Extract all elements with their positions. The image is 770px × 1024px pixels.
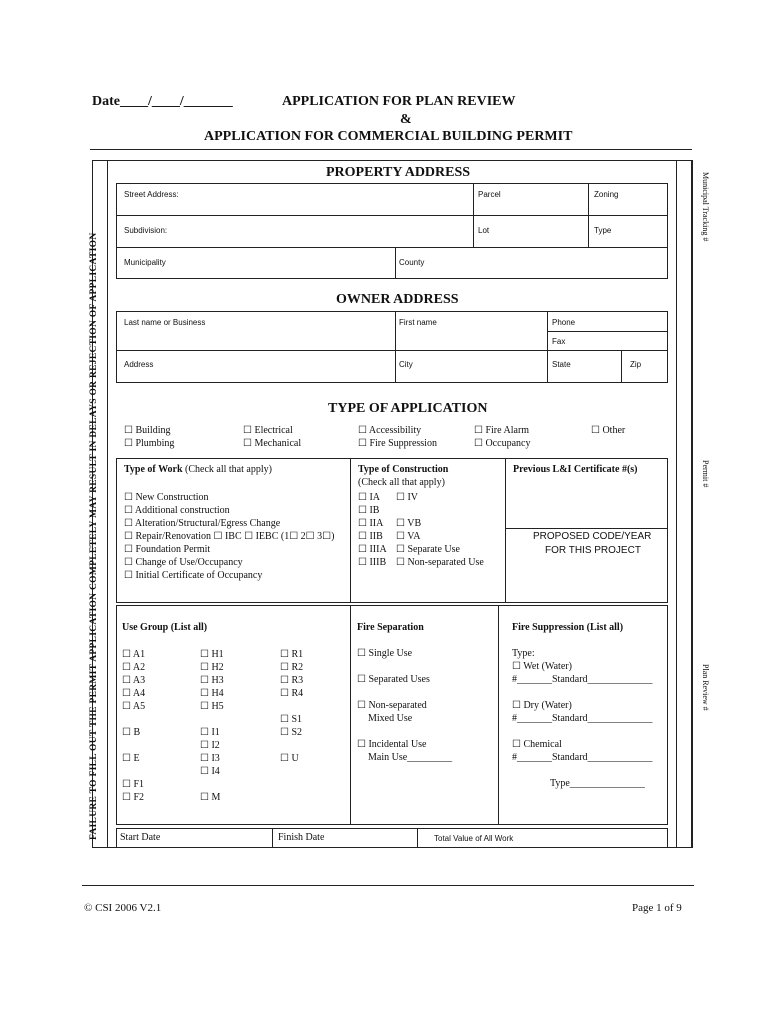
use-s1[interactable]: ☐ S1 bbox=[280, 714, 303, 725]
use-h3[interactable]: ☐ H3 bbox=[200, 675, 224, 686]
wet-water-checkbox[interactable]: ☐ Wet (Water) bbox=[512, 661, 572, 672]
use-group-col-divider bbox=[350, 605, 351, 825]
type-field[interactable]: Type bbox=[594, 226, 612, 235]
copyright: © CSI 2006 V2.1 bbox=[84, 902, 162, 914]
fire-alarm-checkbox[interactable]: ☐ Fire Alarm bbox=[474, 425, 530, 436]
right-tracking-column bbox=[692, 160, 693, 848]
work-alteration[interactable]: ☐ Alteration/Structural/Egress Change bbox=[124, 518, 281, 529]
proposed-code-line1: PROPOSED CODE/YEAR bbox=[533, 531, 652, 542]
use-group-col2 bbox=[200, 648, 224, 804]
type-of-construction-heading: Type of Construction bbox=[358, 464, 449, 475]
fire-suppression-checkbox[interactable]: ☐ Fire Suppression bbox=[358, 438, 437, 449]
use-h4[interactable]: ☐ H4 bbox=[200, 688, 224, 699]
plumbing-checkbox[interactable]: ☐ Plumbing bbox=[124, 438, 175, 449]
use-a4[interactable]: ☐ A4 bbox=[122, 688, 146, 699]
occupancy-checkbox[interactable]: ☐ Occupancy bbox=[474, 438, 531, 449]
use-group-heading: Use Group (List all) bbox=[122, 622, 208, 633]
use-r4[interactable]: ☐ R4 bbox=[280, 688, 304, 699]
chemical-standard-field[interactable]: #_______Standard_____________ bbox=[512, 752, 653, 763]
construction-vb[interactable]: ☐ VB bbox=[396, 518, 422, 529]
footer-rule bbox=[82, 885, 694, 886]
zoning-field[interactable]: Zoning bbox=[594, 190, 619, 199]
work-new-construction[interactable]: ☐ New Construction bbox=[124, 492, 209, 503]
plan-review-number-label: Plan Review # bbox=[701, 664, 710, 711]
use-h1[interactable]: ☐ H1 bbox=[200, 649, 224, 660]
use-h2[interactable]: ☐ H2 bbox=[200, 662, 224, 673]
accessibility-checkbox[interactable]: ☐ Accessibility bbox=[358, 425, 422, 436]
proposed-code-line2: FOR THIS PROJECT bbox=[545, 545, 641, 556]
failure-warning-text: FAILURE TO FILL OUT THE PERMIT APPLICATION COMPLETELY MAY RESULT IN DELAYS OR REJECTION OF APPLICATION bbox=[89, 232, 99, 840]
page-number: Page 1 of 9 bbox=[632, 902, 682, 914]
use-r1[interactable]: ☐ R1 bbox=[280, 649, 304, 660]
state-field[interactable]: State bbox=[552, 360, 571, 369]
dates-table bbox=[116, 828, 668, 848]
use-gap2 bbox=[122, 739, 145, 752]
fire-suppression-heading: Fire Suppression (List all) bbox=[512, 622, 624, 633]
construction-iiib[interactable]: ☐ IIIB bbox=[358, 557, 387, 568]
use-i3[interactable]: ☐ I3 bbox=[200, 753, 220, 764]
use-u[interactable]: ☐ U bbox=[280, 753, 299, 764]
use-a3[interactable]: ☐ A3 bbox=[122, 675, 146, 686]
property-col-county bbox=[395, 247, 396, 279]
left-side-divider bbox=[107, 160, 108, 848]
phone-field[interactable]: Phone bbox=[552, 318, 576, 327]
construction-va[interactable]: ☐ VA bbox=[396, 531, 421, 542]
chemical-checkbox[interactable]: ☐ Chemical bbox=[512, 739, 562, 750]
use-e[interactable]: ☐ E bbox=[122, 753, 140, 764]
type-of-work-heading bbox=[124, 464, 272, 475]
single-use-checkbox[interactable]: ☐ Single Use bbox=[357, 648, 413, 659]
use-gap6 bbox=[280, 700, 303, 713]
type-of-work-title: Type of Work bbox=[124, 464, 183, 475]
title-commercial-permit: APPLICATION FOR COMMERCIAL BUILDING PERMIT bbox=[204, 129, 573, 144]
construction-iib[interactable]: ☐ IIB bbox=[358, 531, 383, 542]
type-of-work-note: (Check all that apply) bbox=[182, 464, 272, 475]
construction-col1 bbox=[358, 491, 387, 569]
fire-separation-heading: Fire Separation bbox=[357, 622, 424, 633]
start-date-field[interactable]: Start Date bbox=[120, 832, 161, 843]
use-i4[interactable]: ☐ I4 bbox=[200, 766, 220, 777]
property-row-divider-2 bbox=[116, 247, 668, 248]
separated-uses-checkbox[interactable]: ☐ Separated Uses bbox=[357, 674, 430, 685]
subdivision-field[interactable]: Subdivision: bbox=[124, 226, 168, 235]
use-a2[interactable]: ☐ A2 bbox=[122, 662, 146, 673]
use-r2[interactable]: ☐ R2 bbox=[280, 662, 304, 673]
non-separated-mixed-use: Mixed Use bbox=[368, 713, 413, 724]
use-a1[interactable]: ☐ A1 bbox=[122, 649, 146, 660]
city-field[interactable]: City bbox=[399, 360, 413, 369]
municipal-tracking-label: Municipal Tracking # bbox=[701, 172, 710, 242]
property-col-parcel bbox=[473, 183, 474, 247]
construction-blank bbox=[396, 504, 484, 517]
work-foundation-permit[interactable]: ☐ Foundation Permit bbox=[124, 544, 211, 555]
use-gap1 bbox=[122, 713, 145, 726]
use-gap5 bbox=[200, 778, 224, 791]
non-separated-checkbox[interactable]: ☐ Non-separated bbox=[357, 700, 427, 711]
electrical-checkbox[interactable]: ☐ Electrical bbox=[243, 425, 293, 436]
owner-col-zip bbox=[621, 350, 622, 383]
date-field[interactable]: Date____/____/_______ bbox=[92, 94, 233, 109]
building-checkbox[interactable]: ☐ Building bbox=[124, 425, 171, 436]
municipality-field[interactable]: Municipality bbox=[124, 258, 166, 267]
construction-iia[interactable]: ☐ IIA bbox=[358, 518, 384, 529]
use-gap7 bbox=[280, 739, 303, 752]
construction-separate-use[interactable]: ☐ Separate Use bbox=[396, 544, 460, 555]
work-change-of-use[interactable]: ☐ Change of Use/Occupancy bbox=[124, 557, 243, 568]
construction-ia[interactable]: ☐ IA bbox=[358, 492, 381, 503]
address-field[interactable]: Address bbox=[124, 360, 154, 369]
dry-standard-field[interactable]: #_______Standard_____________ bbox=[512, 713, 653, 724]
use-gap4 bbox=[200, 713, 224, 726]
type-of-application-heading: TYPE OF APPLICATION bbox=[328, 401, 488, 416]
suppression-type-label: Type: bbox=[512, 648, 535, 659]
use-i2[interactable]: ☐ I2 bbox=[200, 740, 220, 751]
type-of-construction-note: (Check all that apply) bbox=[358, 477, 445, 488]
use-f2[interactable]: ☐ F2 bbox=[122, 792, 145, 803]
use-a5[interactable]: ☐ A5 bbox=[122, 701, 146, 712]
work-initial-certificate[interactable]: ☐ Initial Certificate of Occupancy bbox=[124, 570, 263, 581]
construction-col-divider bbox=[505, 458, 506, 603]
use-m[interactable]: ☐ M bbox=[200, 792, 221, 803]
parcel-field[interactable]: Parcel bbox=[478, 190, 501, 199]
title-ampersand: & bbox=[400, 112, 412, 127]
finish-date-field[interactable]: Finish Date bbox=[278, 832, 325, 843]
work-additional-construction[interactable]: ☐ Additional construction bbox=[124, 505, 230, 516]
dry-water-checkbox[interactable]: ☐ Dry (Water) bbox=[512, 700, 572, 711]
property-table bbox=[116, 183, 668, 279]
lot-field[interactable]: Lot bbox=[478, 226, 490, 235]
owner-col-city bbox=[395, 350, 396, 383]
use-h5[interactable]: ☐ H5 bbox=[200, 701, 224, 712]
other-checkbox[interactable]: ☐ Other bbox=[591, 425, 626, 436]
property-col-zoning bbox=[588, 183, 589, 247]
construction-iiia[interactable]: ☐ IIIA bbox=[358, 544, 387, 555]
use-gap3 bbox=[122, 765, 145, 778]
certificate-divider bbox=[505, 528, 668, 529]
use-i1[interactable]: ☐ I1 bbox=[200, 727, 220, 738]
property-row-divider-1 bbox=[116, 215, 668, 216]
zip-field[interactable]: Zip bbox=[630, 360, 642, 369]
use-group-col3 bbox=[280, 648, 303, 765]
use-f1[interactable]: ☐ F1 bbox=[122, 779, 145, 790]
work-col-divider bbox=[350, 458, 351, 603]
use-r3[interactable]: ☐ R3 bbox=[280, 675, 304, 686]
permit-number-label: Permit # bbox=[701, 460, 710, 488]
construction-ib[interactable]: ☐ IB bbox=[358, 505, 380, 516]
last-name-field[interactable]: Last name or Business bbox=[124, 318, 206, 327]
mechanical-checkbox[interactable]: ☐ Mechanical bbox=[243, 438, 302, 449]
type-of-work-list bbox=[124, 491, 334, 582]
county-field[interactable]: County bbox=[399, 258, 425, 267]
header-rule bbox=[90, 149, 692, 150]
owner-phone-fax-divider bbox=[547, 331, 668, 332]
owner-col-first bbox=[395, 311, 396, 350]
owner-col-phone bbox=[547, 311, 548, 383]
title-plan-review: APPLICATION FOR PLAN REVIEW bbox=[282, 94, 516, 109]
right-side-divider bbox=[676, 160, 677, 848]
first-name-field[interactable]: First name bbox=[399, 318, 437, 327]
total-value-field[interactable]: Total Value of All Work bbox=[434, 834, 514, 843]
work-repair-renovation[interactable]: ☐ Repair/Renovation ☐ IBC ☐ IEBC (1☐ 2☐ 3☐) bbox=[124, 531, 335, 542]
previous-certificate-heading: Previous L&I Certificate #(s) bbox=[513, 464, 638, 475]
construction-col2 bbox=[396, 491, 484, 569]
dates-col-total bbox=[417, 828, 418, 848]
street-address-field[interactable]: Street Address: bbox=[124, 190, 179, 199]
owner-address-heading: OWNER ADDRESS bbox=[336, 292, 459, 307]
owner-row-divider bbox=[116, 350, 668, 351]
use-group-col1 bbox=[122, 648, 145, 804]
fire-col-divider bbox=[498, 605, 499, 825]
fax-field[interactable]: Fax bbox=[552, 337, 566, 346]
dates-col-finish bbox=[272, 828, 273, 848]
construction-iv[interactable]: ☐ IV bbox=[396, 492, 419, 503]
wet-standard-field[interactable]: #_______Standard_____________ bbox=[512, 674, 653, 685]
use-s2[interactable]: ☐ S2 bbox=[280, 727, 303, 738]
property-address-heading: PROPERTY ADDRESS bbox=[326, 165, 471, 180]
incidental-use-checkbox[interactable]: ☐ Incidental Use bbox=[357, 739, 427, 750]
chemical-type-field[interactable]: Type_______________ bbox=[550, 778, 645, 789]
construction-non-separated-use[interactable]: ☐ Non-separated Use bbox=[396, 557, 484, 568]
use-b[interactable]: ☐ B bbox=[122, 727, 141, 738]
main-use-field[interactable]: Main Use_________ bbox=[368, 752, 453, 763]
